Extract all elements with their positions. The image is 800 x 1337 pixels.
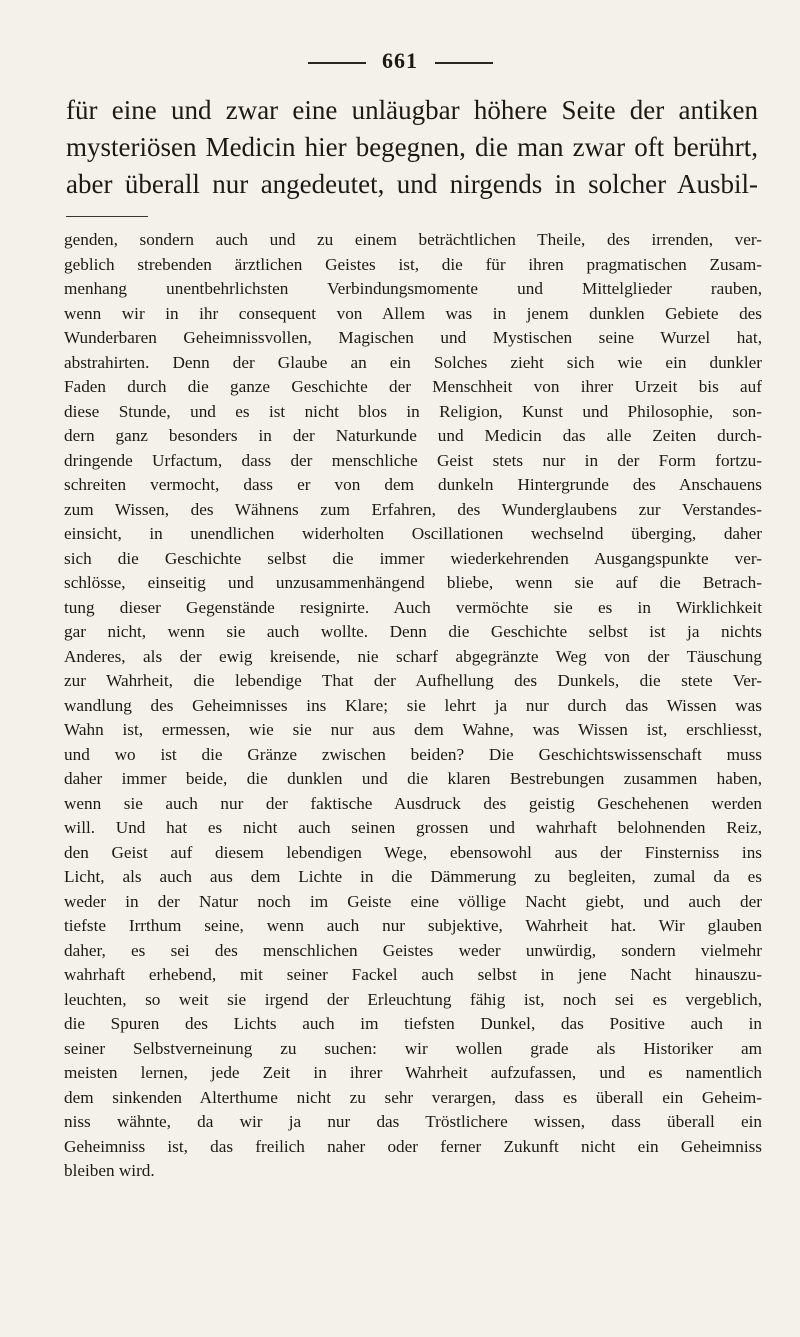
- footnote-line: wandlung des Geheimnisses ins Klare; sie lehrt ja nur durch das Wissen was: [64, 695, 762, 715]
- footnote-line: niss wähnte, da wir ja nur das Tröstlichere wissen, dass überall ein: [64, 1112, 762, 1131]
- footnote-line: bleiben wird.: [64, 1161, 155, 1180]
- footnote-line: sich die Geschichte selbst die immer wiederkehrenden Ausgangspunkte ver-: [64, 548, 762, 568]
- header-rule-left: [308, 62, 366, 64]
- footnote-line: diese Stunde, und es ist nicht blos in Religion, Kunst und Philosophie, son-: [64, 401, 762, 421]
- main-text-line: aber überall nur angedeutet, und nirgends in solcher Ausbil-: [66, 169, 758, 199]
- footnote-line: seiner Selbstverneinung zu suchen: wir wollen grade als Historiker am: [64, 1038, 762, 1058]
- footnote-line: wahrhaft erhebend, mit seiner Fackel auch selbst in jene Nacht hinauszu-: [64, 965, 762, 984]
- footnote-line: weder in der Natur noch im Geiste eine völlige Nacht giebt, und auch der: [64, 891, 762, 911]
- footnote-line: leuchten, so weit sie irgend der Erleuchtung fähig ist, noch sei es vergeblich,: [64, 989, 762, 1009]
- footnote-line: daher, es sei des menschlichen Geistes weder unwürdig, sondern vielmehr: [64, 940, 762, 960]
- footnote-line: gar nicht, wenn sie auch wollte. Denn die Geschichte selbst ist ja nichts: [64, 622, 762, 641]
- footnote-line: Geheimniss ist, das freilich naher oder ferner Zukunft nicht ein Geheimniss: [64, 1136, 762, 1156]
- footnote-line: tung dieser Gegenstände resignirte. Auch vermöchte sie es in Wirklichkeit: [64, 597, 762, 617]
- page-header: [0, 48, 800, 74]
- footnote-line: einsicht, in unendlichen widerholten Oscillationen wechselnd überging, daher: [64, 524, 762, 543]
- footnote-line: daher immer beide, die dunklen und die klaren Bestrebungen zusammen haben,: [64, 769, 762, 788]
- footnote-line: Licht, als auch aus dem Lichte in die Dämmerung zu begleiten, zumal da es: [64, 867, 762, 886]
- main-text-line: mysteriösen Medicin hier begegnen, die man zwar oft berührt,: [66, 132, 758, 162]
- footnote-line: Anderes, als der ewig kreisende, nie scharf abgegränzte Weg von der Täuschung: [64, 646, 762, 666]
- footnote-line: Wahn ist, ermessen, wie sie nur aus dem Wahne, was Wissen ist, erschliesst,: [64, 720, 762, 739]
- main-text: [66, 92, 758, 203]
- footnote-line: den Geist auf diesem lebendigen Wege, ebensowohl aus der Finsterniss ins: [64, 842, 762, 862]
- footnote-line: dem sinkenden Alterthume nicht zu sehr verargen, dass es überall ein Geheim-: [64, 1087, 762, 1107]
- footnote-line: die Spuren des Lichts auch im tiefsten Dunkel, das Positive auch in: [64, 1014, 762, 1033]
- footnote-line: zur Wahrheit, die lebendige That der Aufhellung des Dunkels, die stete Ver-: [64, 671, 762, 690]
- footnote-line: geblich strebenden ärztlichen Geistes ist, die für ihren pragmatischen Zusam-: [64, 254, 762, 274]
- footnote-line: zum Wissen, des Wähnens zum Erfahren, des Wunderglaubens zur Verstandes-: [64, 499, 762, 519]
- footnote-line: dringende Urfactum, dass der menschliche Geist stets nur in der Form fortzu-: [64, 450, 762, 470]
- page-number: 661: [382, 48, 418, 73]
- main-text-line: für eine und zwar eine unläugbar höhere Seite der antiken: [66, 95, 758, 125]
- footnote-line: menhang unentbehrlichsten Verbindungsmomente und Mittelglieder rauben,: [64, 279, 762, 298]
- footnote-line: tiefste Irrthum seine, wenn auch nur subjektive, Wahrheit hat. Wir glauben: [64, 916, 762, 935]
- footnote-line: will. Und hat es nicht auch seinen grossen und wahrhaft belohnenden Reiz,: [64, 818, 762, 837]
- footnote-line: meisten lernen, jede Zeit in ihrer Wahrheit aufzufassen, und es namentlich: [64, 1063, 762, 1082]
- footnote-line: Faden durch die ganze Geschichte der Menschheit von ihrer Urzeit bis auf: [64, 377, 762, 396]
- footnote-line: dern ganz besonders in der Naturkunde und Medicin das alle Zeiten durch-: [64, 426, 762, 445]
- footnote-line: schlösse, einseitig und unzusammenhängend bliebe, wenn sie auf die Betrach-: [64, 573, 762, 592]
- footnote-text: [64, 228, 762, 1184]
- footnote-line: abstrahirten. Denn der Glaube an ein Solches zieht sich wie ein dunkler: [64, 352, 762, 372]
- footnote-line: Wunderbaren Geheimnissvollen, Magischen und Mystischen seine Wurzel hat,: [64, 328, 762, 347]
- footnote-line: schreiten vermocht, dass er von dem dunkeln Hintergrunde des Anschauens: [64, 475, 762, 494]
- footnote-line: wenn sie auch nur der faktische Ausdruck des geistig Geschehenen werden: [64, 793, 762, 813]
- footnote-line: und wo ist die Gränze zwischen beiden? Die Geschichtswissenschaft muss: [64, 744, 762, 764]
- footnote-separator: [66, 216, 148, 217]
- header-rule-right: [435, 62, 493, 64]
- footnote-line: genden, sondern auch und zu einem beträchtlichen Theile, des irrenden, ver-: [64, 230, 762, 249]
- footnote-line: wenn wir in ihr consequent von Allem was in jenem dunklen Gebiete des: [64, 303, 762, 323]
